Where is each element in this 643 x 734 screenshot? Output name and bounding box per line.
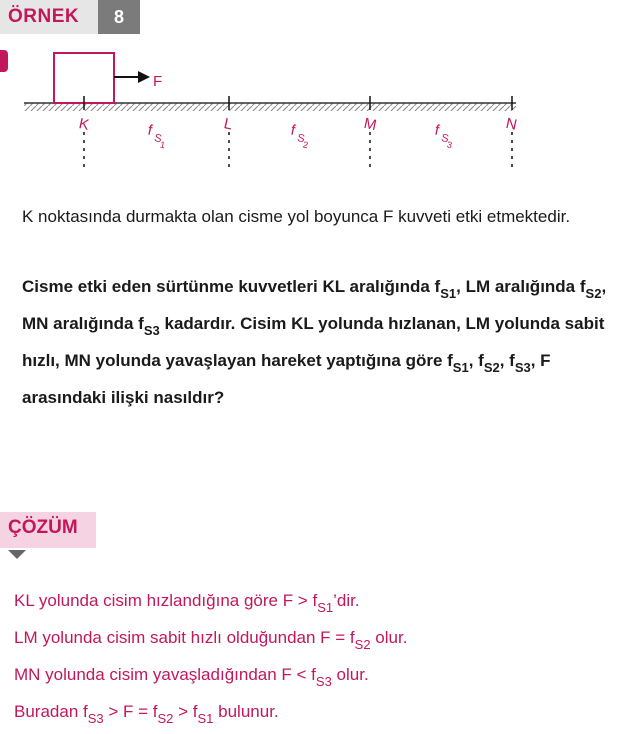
point-m: M [362, 114, 379, 135]
svg-text:S: S [153, 132, 163, 146]
point-l: L [222, 115, 234, 134]
solution-line-2: LM yolunda cisim sabit hızlı olduğundan $F = f_{S2}$ olur. [14, 628, 408, 652]
svg-text:f: f [146, 121, 154, 140]
problem-question: Cisme etki eden sürtünme kuvvetleri KL aralığında $f_{S1}$, LM aralığında $f_{S2}$, MN aralığında $f_{S3}$ kadardır. Cisim KL yolunda hızlanan, LM yolunda sabit hızlı, MN yolunda yavaşlayan hareket yaptığına göre $f_{S1}$, $f_{S2}$, $f_{S3}$, F arasındaki ilişki nasıldır? [22, 277, 607, 407]
solution-line-1: KL yolunda cisim hızlandığına göre $F > f_{S1}’dir$. [14, 591, 360, 615]
solution-line-3: MN yolunda cisim yavaşladığından $F < f_{S3}$ olur. [14, 665, 369, 689]
point-k: K [77, 115, 91, 134]
ground [24, 103, 516, 111]
friction-label-1 [144, 122, 169, 151]
force-label: F [153, 73, 163, 90]
problem-statement: K noktasında durmakta olan cisme yol boyunca F kuvveti etki etmektedir. [22, 207, 571, 226]
motion-diagram [0, 40, 643, 180]
svg-text:f: f [289, 121, 297, 140]
point-n: N [504, 114, 519, 134]
friction-label-2 [287, 122, 312, 151]
svg-text:3: 3 [446, 139, 454, 151]
example-number: 8 [98, 0, 140, 34]
svg-text:S: S [296, 132, 306, 146]
svg-text:2: 2 [302, 139, 310, 151]
example-label: ÖRNEK [8, 6, 80, 27]
solution-arrow-icon [8, 550, 26, 559]
svg-text:1: 1 [159, 139, 167, 151]
svg-text:f: f [433, 121, 441, 140]
block [54, 53, 114, 103]
solution-label: ÇÖZÜM [8, 517, 78, 538]
solution-line-4: Buradan $f_{S3} > F = f_{S2} > f_{S1}$ bulunur. [14, 702, 279, 726]
force-arrow-head [138, 71, 150, 83]
friction-label-3 [431, 122, 456, 151]
svg-text:S: S [440, 132, 450, 146]
solution-text [14, 586, 634, 734]
